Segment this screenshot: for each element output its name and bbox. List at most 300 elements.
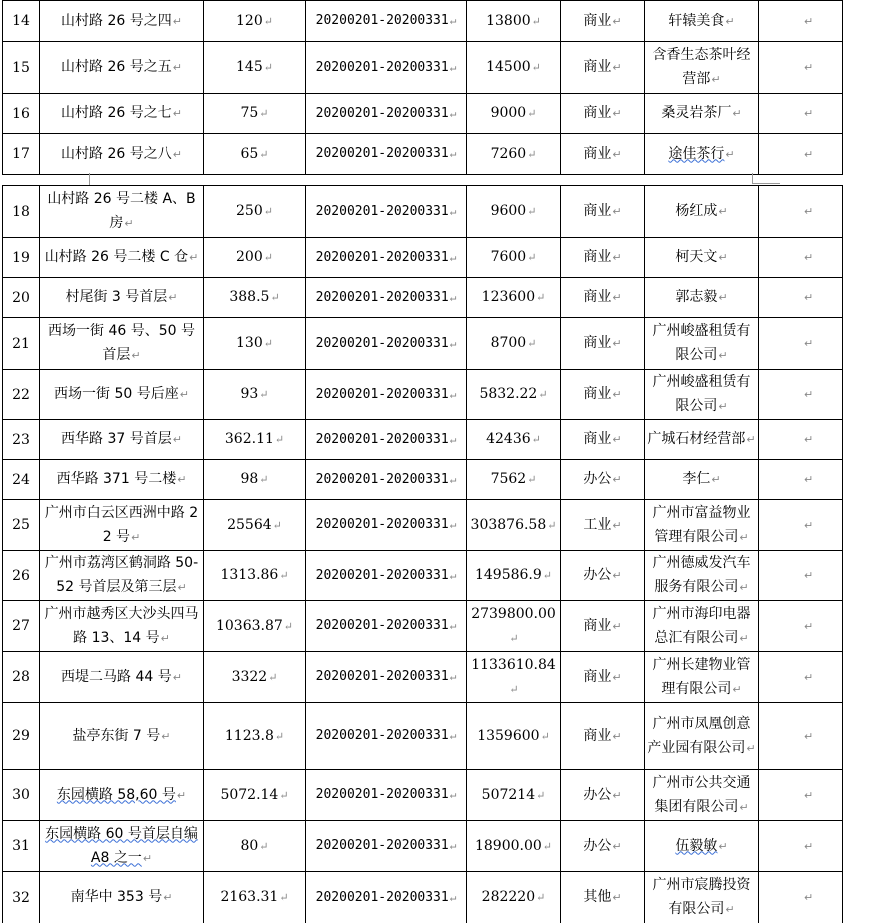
period-cell [306, 770, 467, 821]
row-number [3, 500, 40, 551]
tenant-cell [645, 278, 759, 318]
paragraph-mark: ↵ [746, 433, 756, 446]
tenant-cell [645, 94, 759, 134]
paragraph-mark: ↵ [168, 291, 178, 304]
use-cell-text: 商业 [583, 12, 612, 29]
use-cell-text: 商业 [583, 386, 612, 402]
paragraph-mark: ↵ [547, 518, 557, 532]
table-row [3, 652, 843, 703]
row-number-text: 15 [12, 59, 30, 76]
paragraph-mark: ↵ [718, 205, 728, 218]
paragraph-mark: ↵ [732, 107, 742, 120]
period-cell [306, 186, 467, 238]
row-number-text: 32 [12, 889, 30, 906]
area-cell-text: 362.11 [224, 431, 274, 447]
use-cell [561, 278, 645, 318]
table-row [3, 370, 843, 420]
row-number-text: 16 [12, 105, 30, 122]
period-cell [306, 551, 467, 601]
tenant-cell-text: 广州市富益物业管理有限公司 [652, 504, 751, 545]
address-cell-text: 广州市越秀区大沙头四马路 13、14 号 [44, 605, 199, 646]
tenant-cell [645, 500, 759, 551]
amount-cell-text: 282220 [481, 889, 536, 905]
address-cell [40, 94, 204, 134]
row-number-text: 26 [12, 567, 30, 584]
paragraph-mark: ↵ [179, 388, 189, 401]
paragraph-mark: ↵ [279, 891, 289, 904]
paragraph-mark: ↵ [263, 61, 273, 74]
paragraph-mark: ↵ [739, 800, 749, 814]
row-number [3, 42, 40, 94]
paragraph-mark: ↵ [804, 619, 814, 633]
tenant-cell-text: 途佳茶行 [668, 145, 725, 162]
amount-cell-text: 5832.22 [479, 386, 538, 402]
paragraph-mark: ↵ [527, 337, 537, 350]
paragraph-mark: ↵ [449, 387, 457, 401]
period-cell-text: 20200201-20200331 [315, 728, 449, 743]
period-cell-text: 20200201-20200331 [315, 13, 449, 28]
use-cell-text: 商业 [583, 145, 612, 162]
paragraph-mark: ↵ [449, 290, 457, 304]
table-row [3, 134, 843, 175]
period-cell [306, 318, 467, 370]
use-cell-text: 商业 [583, 431, 612, 447]
paragraph-mark: ↵ [283, 619, 294, 633]
address-cell-text: 西场一街 50 号后座 [54, 386, 179, 402]
paragraph-mark: ↵ [746, 741, 756, 755]
amount-cell-text: 507214 [481, 786, 536, 803]
row-number-text: 21 [12, 335, 30, 352]
row-number-text: 23 [12, 431, 30, 448]
paragraph-mark: ↵ [259, 839, 269, 853]
paragraph-mark: ↵ [142, 851, 153, 865]
row-number [3, 186, 40, 238]
paragraph-mark: ↵ [538, 388, 548, 401]
use-cell-text: 商业 [583, 668, 612, 685]
paragraph-mark: ↵ [718, 291, 728, 304]
paragraph-mark: ↵ [259, 107, 269, 120]
area-cell-text: 388.5 [229, 289, 270, 305]
use-cell [561, 238, 645, 278]
paragraph-mark: ↵ [542, 569, 553, 582]
paragraph-mark: ↵ [804, 569, 814, 582]
tenant-cell-text: 广州德威发汽车服务有限公司 [652, 555, 751, 595]
amount-cell-text: 149586.9 [474, 567, 542, 583]
paragraph-mark: ↵ [160, 631, 170, 645]
row-number-text: 27 [12, 618, 30, 634]
period-cell-text: 20200201-20200331 [315, 618, 449, 633]
paragraph-mark: ↵ [804, 205, 814, 218]
area-cell-text: 5072.14 [220, 786, 279, 803]
area-cell-text: 65 [240, 145, 259, 162]
paragraph-mark: ↵ [612, 388, 622, 401]
period-cell-text: 20200201-20200331 [315, 289, 449, 305]
paragraph-mark: ↵ [536, 788, 546, 802]
note-cell [759, 551, 843, 601]
paragraph-mark: ↵ [804, 107, 814, 120]
paragraph-mark: ↵ [259, 147, 269, 161]
period-cell [306, 500, 467, 551]
paragraph-mark: ↵ [279, 788, 289, 802]
address-cell-text: 山村路 26 号之七 [61, 105, 172, 121]
use-cell [561, 420, 645, 460]
paragraph-mark: ↵ [449, 619, 457, 632]
paragraph-mark: ↵ [718, 251, 728, 264]
address-cell [40, 551, 204, 601]
use-cell-text: 商业 [583, 617, 612, 634]
row-number [3, 278, 40, 318]
area-cell-text: 120 [236, 12, 263, 29]
use-cell [561, 601, 645, 652]
area-cell [204, 370, 306, 420]
use-cell [561, 1, 645, 42]
amount-cell [467, 94, 561, 134]
tenant-cell [645, 551, 759, 601]
paragraph-mark: ↵ [536, 291, 546, 304]
period-cell-text: 20200201-20200331 [315, 431, 449, 447]
tenant-cell-text: 含香生态茶叶经营部 [652, 47, 751, 87]
paragraph-mark: ↵ [542, 839, 553, 853]
page-break-marker-right [752, 183, 780, 184]
amount-cell-text: 2739800.00 [471, 605, 556, 622]
area-cell-text: 1313.86 [220, 567, 279, 583]
amount-cell [467, 703, 561, 770]
area-cell-text: 98 [240, 471, 259, 487]
address-cell [40, 134, 204, 175]
table-row [3, 186, 843, 238]
amount-cell-text: 1133610.84 [471, 656, 556, 673]
tenant-cell-text: 伍毅敏 [675, 837, 718, 854]
address-cell-text: 南华中 353 号 [70, 889, 163, 905]
period-cell-text: 20200201-20200331 [315, 669, 449, 684]
paragraph-mark: ↵ [612, 788, 622, 802]
tenant-cell-text: 轩辕美食 [668, 12, 725, 29]
row-number-text: 20 [12, 289, 30, 306]
area-cell [204, 238, 306, 278]
paragraph-mark: ↵ [161, 729, 171, 743]
table-row [3, 460, 843, 500]
area-cell-text: 93 [240, 386, 259, 402]
note-cell [759, 872, 843, 923]
row-number [3, 652, 40, 703]
amount-cell-text: 7600 [490, 249, 527, 265]
address-cell [40, 370, 204, 420]
address-cell-text: 山村路 26 号二楼 A、B 房 [47, 191, 196, 231]
address-cell [40, 872, 204, 923]
amount-cell [467, 551, 561, 601]
amount-cell-text: 9000 [490, 105, 527, 121]
paragraph-mark: ↵ [163, 891, 173, 904]
use-cell [561, 703, 645, 770]
use-cell-text: 商业 [583, 727, 612, 744]
amount-cell [467, 652, 561, 703]
paragraph-mark: ↵ [612, 251, 622, 264]
period-cell-text: 20200201-20200331 [315, 889, 449, 905]
amount-cell [467, 186, 561, 238]
amount-cell-text: 303876.58 [470, 516, 547, 533]
area-cell [204, 420, 306, 460]
paragraph-mark: ↵ [263, 14, 273, 28]
row-number [3, 318, 40, 370]
use-cell-text: 商业 [583, 335, 612, 351]
row-number-text: 18 [12, 203, 30, 220]
amount-cell-text: 13800 [486, 12, 531, 29]
paragraph-mark: ↵ [804, 473, 814, 486]
row-number-text: 14 [12, 13, 30, 29]
amount-cell-text: 7260 [490, 145, 527, 162]
paragraph-mark: ↵ [540, 729, 550, 743]
row-number [3, 703, 40, 770]
paragraph-mark: ↵ [739, 581, 749, 594]
area-cell [204, 134, 306, 175]
tenant-cell [645, 770, 759, 821]
note-cell [759, 94, 843, 134]
period-cell [306, 601, 467, 652]
row-number [3, 1, 40, 42]
use-cell-text: 商业 [583, 203, 612, 219]
table-row [3, 42, 843, 94]
row-number-text: 17 [12, 146, 30, 162]
period-cell-text: 20200201-20200331 [315, 335, 449, 351]
period-cell [306, 652, 467, 703]
period-cell [306, 821, 467, 872]
paragraph-mark: ↵ [527, 205, 537, 218]
use-cell [561, 370, 645, 420]
use-cell [561, 42, 645, 94]
paragraph-mark: ↵ [725, 147, 735, 161]
table-row [3, 872, 843, 923]
paragraph-mark: ↵ [612, 291, 622, 304]
use-cell-text: 商业 [583, 59, 612, 75]
row-number [3, 601, 40, 652]
paragraph-mark: ↵ [711, 473, 721, 486]
tenant-cell [645, 318, 759, 370]
paragraph-mark: ↵ [449, 518, 457, 531]
use-cell-text: 办公 [583, 837, 612, 854]
area-cell-text: 130 [236, 335, 263, 351]
amount-cell [467, 134, 561, 175]
paragraph-mark: ↵ [612, 518, 622, 532]
paragraph-mark: ↵ [804, 147, 814, 161]
amount-cell [467, 821, 561, 872]
paragraph-mark: ↵ [804, 729, 814, 743]
note-cell [759, 770, 843, 821]
amount-cell-text: 14500 [486, 59, 531, 75]
paragraph-mark: ↵ [527, 147, 537, 161]
paragraph-mark: ↵ [718, 400, 728, 413]
row-number [3, 134, 40, 175]
tenant-cell-text: 广州市凤凰创意产业园有限公司 [647, 715, 751, 756]
period-cell [306, 94, 467, 134]
note-cell [759, 238, 843, 278]
note-cell [759, 134, 843, 175]
paragraph-mark: ↵ [804, 839, 814, 853]
period-cell [306, 42, 467, 94]
paragraph-mark: ↵ [612, 107, 622, 120]
period-cell [306, 1, 467, 42]
amount-cell-text: 7562 [490, 471, 527, 487]
paragraph-mark: ↵ [279, 569, 289, 582]
area-cell-text: 200 [236, 249, 263, 265]
paragraph-mark: ↵ [612, 337, 622, 350]
tenant-cell [645, 703, 759, 770]
area-cell [204, 318, 306, 370]
paragraph-mark: ↵ [268, 670, 278, 684]
area-cell [204, 94, 306, 134]
paragraph-mark: ↵ [739, 631, 749, 645]
paragraph-mark: ↵ [172, 107, 182, 120]
paragraph-mark: ↵ [274, 433, 285, 446]
note-cell [759, 1, 843, 42]
use-cell [561, 551, 645, 601]
note-cell [759, 500, 843, 551]
area-cell-text: 10363.87 [215, 617, 283, 634]
paragraph-mark: ↵ [612, 147, 622, 161]
area-cell-text: 1123.8 [224, 727, 274, 744]
paragraph-mark: ↵ [449, 106, 457, 120]
table-row [3, 500, 843, 551]
row-number [3, 420, 40, 460]
use-cell [561, 821, 645, 872]
tenant-cell [645, 42, 759, 94]
amount-cell-text: 42436 [486, 431, 531, 447]
table-row [3, 601, 843, 652]
address-cell [40, 420, 204, 460]
row-number-text: 22 [12, 386, 30, 403]
tenant-cell [645, 420, 759, 460]
period-cell-text: 20200201-20200331 [315, 386, 449, 402]
paragraph-mark: ↵ [449, 336, 457, 350]
note-cell [759, 278, 843, 318]
area-cell-text: 250 [236, 203, 263, 219]
amount-cell-text: 1359600 [477, 727, 540, 744]
tenant-cell-text: 郭志毅 [675, 289, 718, 305]
area-cell-text: 75 [240, 105, 259, 121]
paragraph-mark: ↵ [449, 60, 457, 74]
area-cell [204, 42, 306, 94]
amount-cell [467, 370, 561, 420]
address-cell-text: 山村路 26 号二楼 C 仓 [44, 249, 189, 265]
amount-cell-text: 18900.00 [474, 837, 542, 854]
area-cell [204, 601, 306, 652]
address-cell [40, 703, 204, 770]
period-cell-text: 20200201-20200331 [315, 105, 449, 121]
tenant-cell [645, 872, 759, 923]
table-row [3, 821, 843, 872]
period-cell-text: 20200201-20200331 [315, 838, 449, 853]
paragraph-mark: ↵ [172, 670, 182, 684]
period-cell [306, 238, 467, 278]
row-number-text: 24 [12, 471, 30, 488]
address-cell-text: 山村路 26 号之五 [61, 59, 172, 75]
area-cell [204, 652, 306, 703]
tenant-cell-text: 广州市宸腾投资有限公司 [652, 877, 751, 917]
use-cell [561, 652, 645, 703]
row-number-text: 25 [12, 517, 30, 533]
address-cell [40, 186, 204, 238]
paragraph-mark: ↵ [172, 147, 182, 161]
tenant-cell-text: 桑灵岩茶厂 [661, 105, 732, 121]
amount-cell-text: 9600 [490, 203, 527, 219]
paragraph-mark: ↵ [739, 530, 749, 544]
amount-cell [467, 1, 561, 42]
period-cell [306, 460, 467, 500]
amount-cell [467, 278, 561, 318]
paragraph-mark: ↵ [732, 682, 742, 696]
address-cell-text: 西华路 371 号二楼 [56, 471, 177, 487]
paragraph-mark: ↵ [177, 473, 187, 486]
table-row [3, 420, 843, 460]
paragraph-mark: ↵ [612, 433, 622, 446]
paragraph-mark: ↵ [176, 788, 187, 802]
use-cell [561, 186, 645, 238]
row-number-text: 28 [12, 669, 30, 685]
amount-cell [467, 318, 561, 370]
row-number-text: 29 [12, 728, 30, 744]
row-number [3, 821, 40, 872]
period-cell-text: 20200201-20200331 [315, 203, 449, 219]
note-cell [759, 703, 843, 770]
paragraph-mark: ↵ [804, 388, 814, 401]
row-number [3, 872, 40, 923]
address-cell-text: 广州市白云区西洲中路 22 号 [44, 504, 199, 545]
use-cell [561, 94, 645, 134]
use-cell [561, 872, 645, 923]
paragraph-mark: ↵ [270, 291, 280, 304]
table-row [3, 278, 843, 318]
paragraph-mark: ↵ [612, 473, 622, 486]
paragraph-mark: ↵ [274, 729, 285, 743]
use-cell-text: 其他 [583, 889, 612, 905]
paragraph-mark: ↵ [131, 530, 141, 544]
period-cell-text: 20200201-20200331 [315, 249, 449, 265]
table-row [3, 238, 843, 278]
row-number [3, 238, 40, 278]
paragraph-mark: ↵ [449, 472, 457, 486]
address-cell [40, 821, 204, 872]
note-cell [759, 821, 843, 872]
amount-cell [467, 42, 561, 94]
paragraph-mark: ↵ [612, 569, 622, 582]
tenant-cell [645, 186, 759, 238]
period-cell [306, 370, 467, 420]
table-row [3, 703, 843, 770]
use-cell-text: 商业 [583, 249, 612, 265]
area-cell-text: 80 [240, 837, 259, 854]
period-cell [306, 872, 467, 923]
area-cell-text: 2163.31 [220, 889, 279, 905]
paragraph-mark: ↵ [804, 291, 814, 304]
period-cell [306, 703, 467, 770]
paragraph-mark: ↵ [172, 433, 182, 446]
tenant-cell-text: 广州峻盛租赁有限公司 [652, 323, 751, 363]
paragraph-mark: ↵ [804, 337, 814, 350]
note-cell [759, 652, 843, 703]
amount-cell [467, 238, 561, 278]
note-cell [759, 460, 843, 500]
tenant-cell-text: 广州峻盛租赁有限公司 [652, 374, 751, 414]
paragraph-mark: ↵ [531, 61, 541, 74]
period-cell-text: 20200201-20200331 [315, 787, 449, 802]
area-cell [204, 821, 306, 872]
period-cell-text: 20200201-20200331 [315, 567, 449, 583]
paragraph-mark: ↵ [536, 891, 546, 904]
paragraph-mark: ↵ [124, 217, 134, 230]
paragraph-mark: ↵ [804, 518, 814, 532]
row-number [3, 551, 40, 601]
paragraph-mark: ↵ [259, 388, 269, 401]
address-cell [40, 1, 204, 42]
